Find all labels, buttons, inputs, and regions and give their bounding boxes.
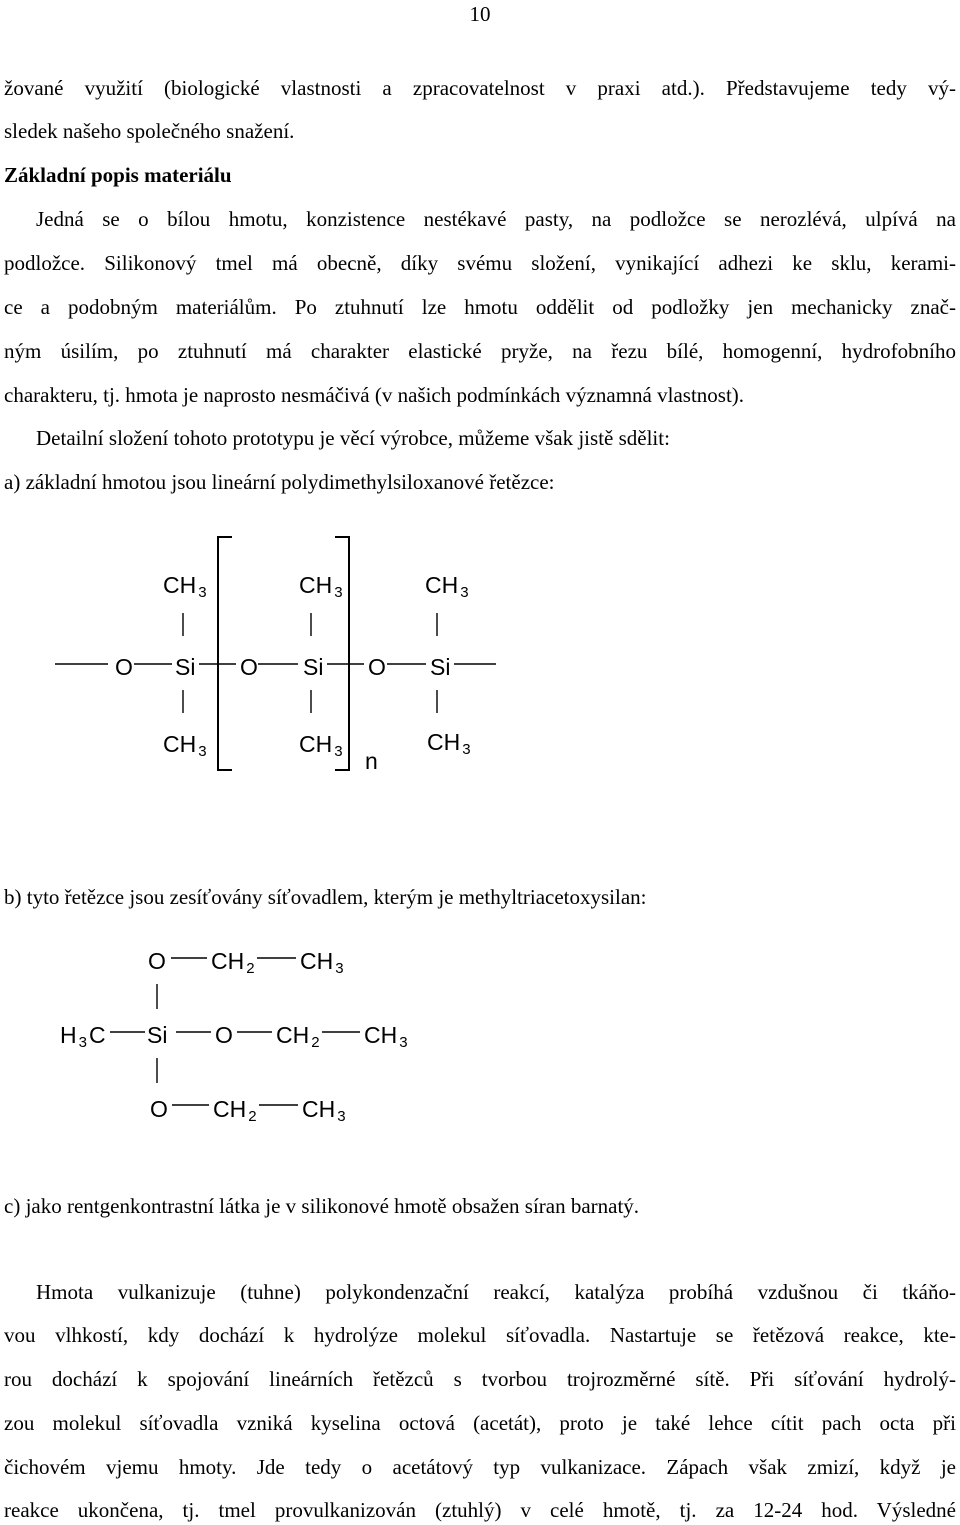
section-heading: Základní popis materiálu (4, 163, 232, 187)
ch3-middle: CH 3 (364, 1022, 408, 1051)
text-line-18: reakce ukončena, tj. tmel provulkanizován (ztuhlý) v celé hmotě, tj. za 12-24 hod. Výsledné (4, 1498, 956, 1522)
methyl-h3c: H 3C (60, 1022, 106, 1051)
silicon-center: Si (147, 1022, 168, 1048)
ch2-middle: CH 2 (276, 1022, 320, 1051)
silicon-1: Si (175, 654, 196, 680)
silicon-2: Si (303, 654, 324, 680)
list-item-b: b) tyto řetězce jsou zesíťovány síťovadlem, kterým je methyltriacetoxysilan: (4, 885, 647, 909)
pdms-structure-formula (0, 530, 960, 780)
text-line-16: zou molekul síťovadla vzniká kyselina octová (acetát), proto je také lehce cítit pach octa při (4, 1411, 956, 1435)
oxygen-middle: O (215, 1022, 233, 1048)
ch3-top-2: CH 3 (299, 572, 343, 601)
ch3-bottom-3: CH 3 (427, 729, 471, 758)
ch3-bottom-2: CH 3 (299, 731, 343, 760)
page-number: 10 (469, 2, 491, 26)
text-line-5: podložce. Silikonový tmel má obecně, díky svému složení, vynikající adhezi ke sklu, kerami- (4, 251, 956, 275)
ch2-top: CH 2 (211, 948, 255, 977)
text-line-14: vou vlhkostí, kdy dochází k hydrolýze molekul síťovadla. Nastartuje se řetězová reakce, kte- (4, 1323, 956, 1347)
ch3-bottom-1: CH 3 (163, 731, 207, 760)
text-line-9: Detailní složení tohoto prototypu je věcí výrobce, můžeme však jistě sdělit: (36, 426, 670, 450)
oxygen-bottom: O (150, 1096, 168, 1122)
oxygen-2: O (240, 654, 258, 680)
text-line-8: charakteru, tj. hmota je naprosto nesmáčivá (v našich podmínkách významná vlastnost). (4, 383, 745, 407)
ch2-bottom: CH 2 (213, 1096, 257, 1125)
silicon-3: Si (430, 654, 451, 680)
text-line-15: rou dochází k spojování lineárních řetězců s tvorbou trojrozměrné sítě. Při síťování hydrolý- (4, 1367, 956, 1391)
ch3-bottom: CH 3 (302, 1096, 346, 1125)
oxygen-1: O (115, 654, 133, 680)
list-item-a: a) základní hmotou jsou lineární polydimethylsiloxanové řetězce: (4, 470, 555, 494)
list-item-c: c) jako rentgenkontrastní látka je v silikonové hmotě obsažen síran barnatý. (4, 1194, 640, 1218)
repeat-index-n: n (365, 748, 378, 774)
ch3-top: CH 3 (300, 948, 344, 977)
text-line-2: sledek našeho společného snažení. (4, 119, 295, 143)
ch3-top-1: CH 3 (163, 572, 207, 601)
text-line-17: čichovém vjemu hmoty. Jde tedy o acetátový typ vulkanizace. Zápach však zmizí, když je (4, 1455, 956, 1479)
crosslinker-structure-formula (0, 935, 960, 1135)
text-line-13: Hmota vulkanizuje (tuhne) polykondenzační reakcí, katalýza probíhá vzdušnou či tkáňo- (36, 1280, 956, 1304)
text-line-4: Jedná se o bílou hmotu, konzistence nestékavé pasty, na podložce se nerozlévá, ulpívá na (36, 207, 956, 231)
text-line-6: ce a podobným materiálům. Po ztuhnutí lze hmotu oddělit od podložky jen mechanicky znač- (4, 295, 956, 319)
ch3-top-3: CH 3 (425, 572, 469, 601)
text-line-7: ným úsilím, po ztuhnutí má charakter elastické pryže, na řezu bílé, homogenní, hydrofobního (4, 339, 956, 363)
oxygen-top: O (148, 948, 166, 974)
oxygen-3: O (368, 654, 386, 680)
text-line-1: žované využití (biologické vlastnosti a zpracovatelnost v praxi atd.). Představujeme tedy vý- (4, 76, 956, 100)
